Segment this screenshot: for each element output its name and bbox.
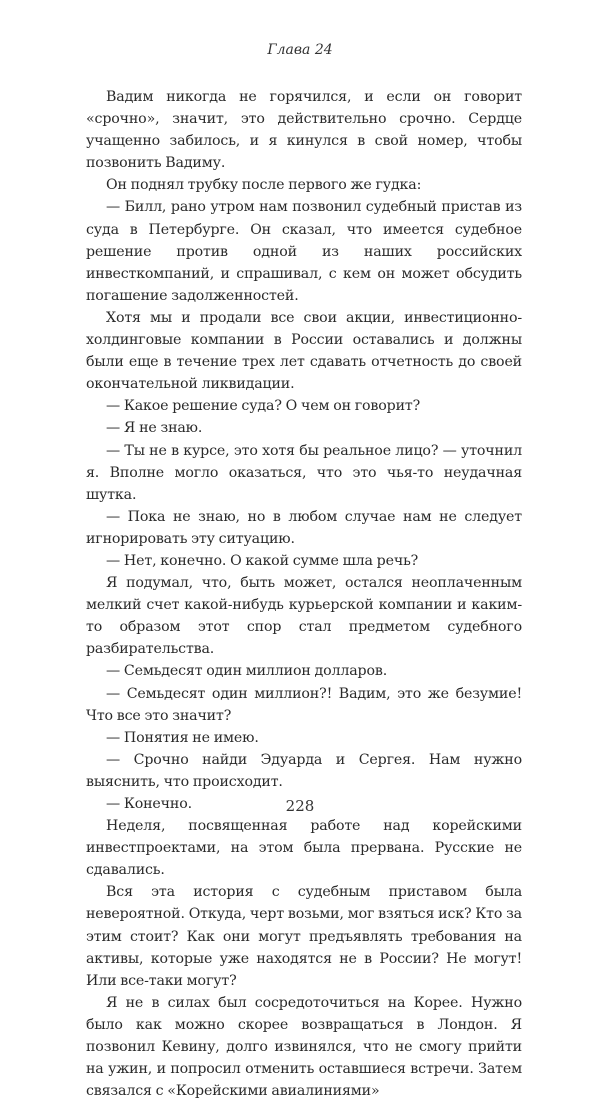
- page-number: 228: [285, 797, 315, 815]
- paragraph: Он поднял трубку после первого же гудка:: [106, 177, 422, 194]
- paragraph: Неделя, посвященная работе над корейскими инвестпроектами, на этом была прервана. Русские не сдавались.: [86, 818, 522, 879]
- paragraph: Хотя мы и продали все свои акции, инвестиционно-холдинговые компании в России оставались и должны были еще в течение трех лет сдавать отчетность до своей окончательной ликвидации.: [86, 309, 522, 393]
- paragraph: — Ты не в курсе, это хотя бы реальное лицо? — уточнил я. Вполне могло оказаться, что это чья-то неудачная шутка.: [86, 442, 522, 503]
- paragraph: — Билл, рано утром нам позвонил судебный пристав из суда в Петербурге. Он сказал, что имеется судебное решение против одной из наших российских инвесткомпаний, и спрашивал, с кем он может обсудить погашение задолженностей.: [86, 199, 522, 304]
- paragraph: — Срочно найди Эдуарда и Сергея. Нам нужно выяснить, что происходит.: [86, 751, 522, 790]
- paragraph: — Какое решение суда? О чем он говорит?: [106, 398, 421, 415]
- paragraph: Вадим никогда не горячился, и если он говорит «срочно», значит, это действительно срочно. Сердце учащенно забилось, и я кинулся в свой номер, чтобы позвонить Вадиму.: [86, 89, 522, 172]
- paragraph: — Я не знаю.: [106, 420, 203, 437]
- paragraph: — Пока не знаю, но в любом случае нам не следует игнорировать эту ситуацию.: [86, 508, 522, 547]
- paragraph: — Нет, конечно. О какой сумме шла речь?: [106, 552, 419, 569]
- paragraph: — Семьдесят один миллион долларов.: [106, 663, 388, 680]
- paragraph: — Семьдесят один миллион?! Вадим, это же безумие! Что все это значит?: [86, 685, 522, 724]
- paragraph: — Конечно.: [106, 796, 192, 812]
- paragraph: Вся эта история с судебным приставом была невероятной. Откуда, черт возьми, мог взяться иск? Кто за этим стоит? Как они могут предъявлять требования на активы, которые уже находятся не в России? Не могут! Или все-таки могут?: [86, 884, 522, 989]
- running-head-chapter: Глава 24: [267, 42, 333, 58]
- paragraph: — Понятия не имею.: [106, 729, 259, 746]
- paragraph: Я не в силах был сосредоточиться на Корее. Нужно было как можно скорее возвращаться в Лондон. Я позвонил Кевину, долго извинялся, что не смогу прийти на ужин, и попросил отменить оставшиеся встречи. Затем связался с «Корейскими авиалиниями»: [86, 994, 522, 1100]
- paragraph: Я подумал, что, быть может, остался неоплаченным мелкий счет какой-нибудь курьерской компании и каким-то образом этот спор стал предметом судебного разбирательства.: [86, 575, 522, 658]
- body-text: [86, 86, 522, 1102]
